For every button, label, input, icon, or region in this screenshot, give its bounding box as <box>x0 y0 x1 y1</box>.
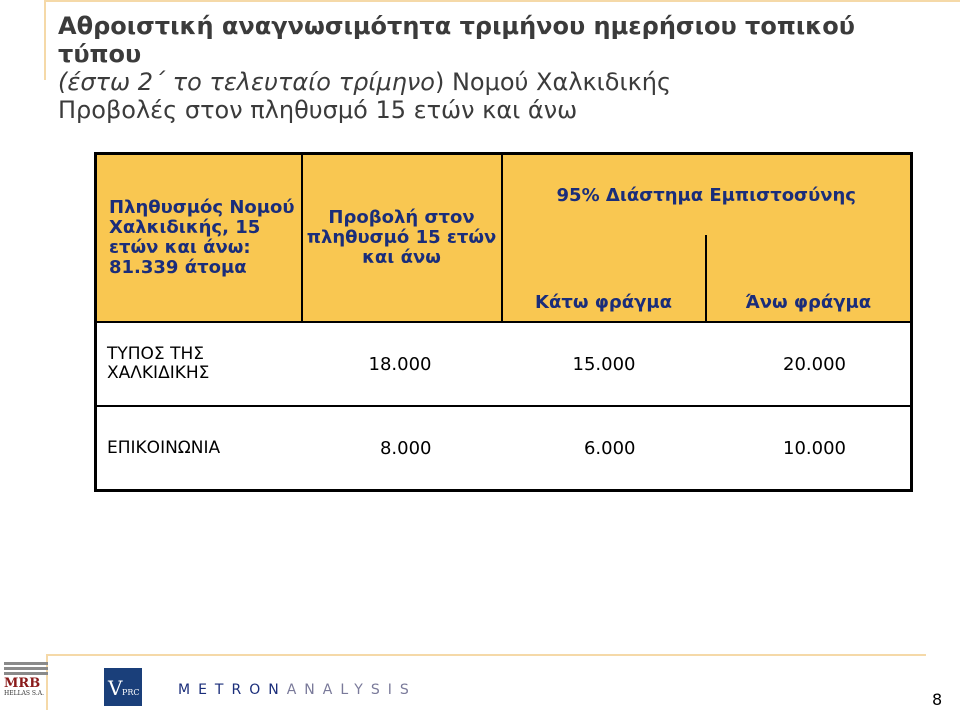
table-row <box>96 406 912 491</box>
table-row <box>96 322 912 406</box>
title-line-2 <box>58 68 938 96</box>
mrb-logo <box>4 662 48 704</box>
title-line-2-italic: (έστω 2΄ το τελευταίο τρίμηνο <box>58 68 435 96</box>
footer-divider <box>46 654 926 656</box>
header-upper-bound: Άνω φράγμα <box>706 235 912 322</box>
title-line-1: Αθροιστική αναγνωσιμότητα τριμήνου ημερήσιου τοπικού τύπου <box>58 12 855 68</box>
vprc-logo-prc: PRC <box>122 688 140 697</box>
projection-table <box>94 152 913 492</box>
left-frame-line <box>44 0 52 80</box>
title-line-2-rest: ) Νομού Χαλκιδικής <box>434 68 672 96</box>
metron-text: METRON <box>178 682 287 698</box>
page-number: 8 <box>932 690 943 709</box>
row-upper: 20.000 <box>706 322 912 406</box>
header-confidence-interval: 95% Διάστημα Εμπιστοσύνης <box>502 154 912 236</box>
vprc-logo-v: V <box>108 676 123 700</box>
header-population: Πληθυσμός Νομού Χαλκιδικής, 15 ετών και άνω: 81.339 άτομα <box>96 154 302 323</box>
row-projection: 18.000 <box>302 322 502 406</box>
row-projection: 8.000 <box>302 406 502 491</box>
top-frame-line <box>44 0 960 8</box>
row-label: ΕΠΙΚΟΙΝΩΝΙΑ <box>96 406 302 491</box>
row-lower: 15.000 <box>502 322 706 406</box>
row-label: ΤΥΠΟΣ ΤΗΣ ΧΑΛΚΙΔΙΚΗΣ <box>96 322 302 406</box>
header-lower-bound: Κάτω φράγμα <box>502 235 706 322</box>
mrb-logo-text: MRB <box>4 676 41 691</box>
mrb-logo-bars <box>4 662 48 675</box>
slide-title <box>58 12 938 124</box>
header-projection: Προβολή στον πληθυσμό 15 ετών και άνω <box>302 154 502 323</box>
title-line-3: Προβολές στον πληθυσμό 15 ετών και άνω <box>58 96 578 124</box>
mrb-logo-subtext: HELLAS S.A. <box>4 690 44 697</box>
metron-analysis-logo <box>178 682 417 698</box>
row-lower: 6.000 <box>502 406 706 491</box>
vprc-logo <box>104 668 142 706</box>
analysis-text: ANALYSIS <box>286 682 417 698</box>
row-upper: 10.000 <box>706 406 912 491</box>
